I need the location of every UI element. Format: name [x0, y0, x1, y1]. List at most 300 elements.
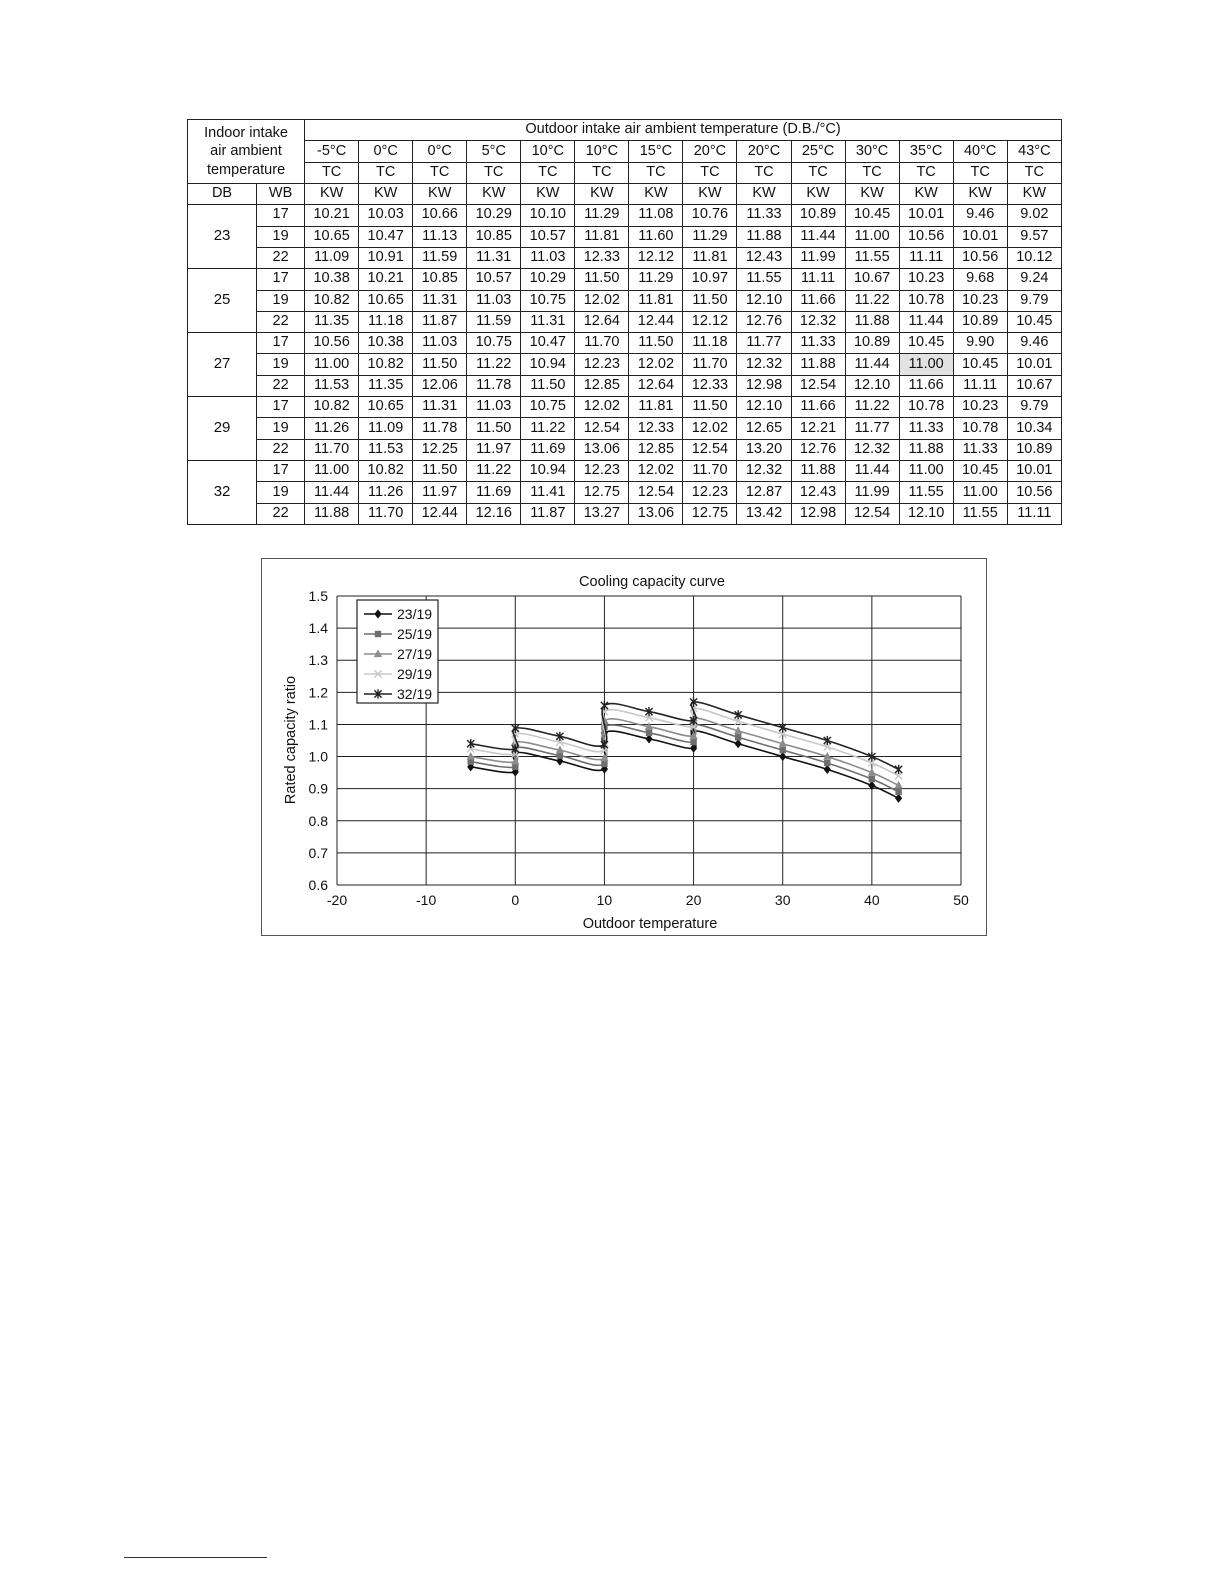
capacity-value: 12.87 [737, 482, 791, 503]
capacity-value: 10.56 [953, 247, 1007, 268]
y-tick-label: 0.7 [308, 844, 328, 861]
capacity-value: 11.11 [953, 375, 1007, 396]
capacity-value: 11.44 [791, 226, 845, 247]
capacity-value: 11.00 [845, 226, 899, 247]
tc-label: TC [521, 162, 575, 183]
capacity-value: 10.67 [845, 269, 899, 290]
capacity-value: 11.70 [683, 354, 737, 375]
y-tick-label: 0.6 [308, 877, 328, 893]
capacity-value: 13.06 [629, 503, 683, 524]
indoor-header-line-2: air ambient [210, 143, 282, 160]
capacity-value: 10.66 [413, 205, 467, 226]
capacity-value: 12.43 [791, 482, 845, 503]
capacity-value: 12.25 [413, 439, 467, 460]
legend-label: 23/19 [397, 606, 433, 622]
capacity-value: 11.00 [305, 354, 359, 375]
tc-label: TC [305, 162, 359, 183]
wb-value: 19 [257, 354, 305, 375]
capacity-value: 11.69 [467, 482, 521, 503]
capacity-value: 11.50 [629, 333, 683, 354]
capacity-value: 10.67 [1007, 375, 1061, 396]
capacity-value: 12.43 [737, 247, 791, 268]
x-tick-label: 0 [511, 892, 520, 908]
capacity-value: 12.75 [683, 503, 737, 524]
capacity-value: 10.56 [305, 333, 359, 354]
capacity-value: 10.01 [899, 205, 953, 226]
capacity-value: 12.54 [683, 439, 737, 460]
capacity-value: 10.89 [791, 205, 845, 226]
data-point [557, 752, 563, 758]
outdoor-temp-6: 15°C [629, 141, 683, 162]
kw-label: KW [953, 183, 1007, 204]
capacity-value: 12.85 [629, 439, 683, 460]
capacity-value: 10.45 [953, 354, 1007, 375]
capacity-value: 11.33 [737, 205, 791, 226]
data-point [646, 730, 652, 736]
capacity-value: 11.00 [305, 461, 359, 482]
capacity-value: 12.44 [629, 311, 683, 332]
indoor-header-line-3: temperature [206, 161, 286, 178]
capacity-value: 11.87 [413, 311, 467, 332]
kw-label: KW [467, 183, 521, 204]
capacity-value: 11.35 [359, 375, 413, 396]
capacity-value: 12.21 [791, 418, 845, 439]
kw-label: KW [413, 183, 467, 204]
table-row [188, 375, 1062, 396]
outdoor-temp-13: 43°C [1007, 141, 1061, 162]
capacity-value: 9.46 [1007, 333, 1061, 354]
wb-value: 17 [257, 461, 305, 482]
wb-value: 19 [257, 418, 305, 439]
capacity-value: 11.99 [791, 247, 845, 268]
outdoor-temp-11: 35°C [899, 141, 953, 162]
capacity-value: 10.29 [521, 269, 575, 290]
capacity-value: 12.10 [737, 397, 791, 418]
capacity-value: 11.78 [413, 418, 467, 439]
data-point [601, 701, 608, 710]
capacity-value: 9.46 [953, 205, 1007, 226]
tc-label: TC [737, 162, 791, 183]
capacity-value: 11.70 [575, 333, 629, 354]
tc-label: TC [629, 162, 683, 183]
data-point [735, 739, 742, 748]
capacity-value: 12.54 [845, 503, 899, 524]
capacity-value: 10.57 [521, 226, 575, 247]
wb-value: 17 [257, 205, 305, 226]
data-point [824, 765, 831, 774]
indoor-temperature-header [188, 120, 305, 184]
capacity-value: 10.85 [413, 269, 467, 290]
chart-title: Cooling capacity curve [579, 574, 725, 590]
capacity-value: 12.76 [737, 311, 791, 332]
series-line-27-19 [471, 718, 899, 785]
table-row [188, 311, 1062, 332]
capacity-value: 11.08 [629, 205, 683, 226]
capacity-value: 11.22 [467, 354, 521, 375]
outdoor-temp-2: 0°C [413, 141, 467, 162]
capacity-value: 10.82 [359, 354, 413, 375]
capacity-value: 10.01 [1007, 354, 1061, 375]
capacity-value: 12.54 [575, 418, 629, 439]
capacity-value: 11.11 [791, 269, 845, 290]
tc-label: TC [359, 162, 413, 183]
tc-label: TC [845, 162, 899, 183]
x-tick-label: 10 [596, 892, 613, 908]
data-point [690, 739, 696, 745]
kw-label: KW [899, 183, 953, 204]
capacity-value: 10.21 [305, 205, 359, 226]
capacity-value: 12.33 [575, 247, 629, 268]
capacity-value: 12.32 [845, 439, 899, 460]
capacity-value: 10.34 [1007, 418, 1061, 439]
capacity-value: 11.31 [413, 290, 467, 311]
capacity-value: 10.29 [467, 205, 521, 226]
capacity-value: 12.33 [683, 375, 737, 396]
capacity-value: 11.50 [521, 375, 575, 396]
capacity-value: 12.02 [575, 397, 629, 418]
capacity-value: 11.69 [521, 439, 575, 460]
capacity-value: 12.64 [575, 311, 629, 332]
capacity-value: 11.11 [899, 247, 953, 268]
outdoor-temp-0: -5°C [305, 141, 359, 162]
table-row [188, 397, 1062, 418]
chart-canvas [262, 559, 986, 935]
capacity-value: 9.90 [953, 333, 1007, 354]
capacity-value: 11.33 [791, 333, 845, 354]
capacity-value: 10.57 [467, 269, 521, 290]
capacity-value: 11.99 [845, 482, 899, 503]
capacity-value: 11.29 [575, 205, 629, 226]
capacity-value: 10.21 [359, 269, 413, 290]
capacity-value: 10.23 [953, 397, 1007, 418]
legend-label: 25/19 [397, 626, 433, 642]
capacity-value: 11.87 [521, 503, 575, 524]
wb-value: 17 [257, 397, 305, 418]
capacity-value: 10.78 [953, 418, 1007, 439]
y-tick-label: 0.8 [308, 812, 328, 829]
wb-value: 22 [257, 503, 305, 524]
data-point [467, 752, 475, 760]
capacity-value: 12.64 [629, 375, 683, 396]
capacity-value: 10.01 [1007, 461, 1061, 482]
outdoor-temp-3: 5°C [467, 141, 521, 162]
capacity-value: 11.66 [791, 290, 845, 311]
table-row [188, 226, 1062, 247]
outdoor-temp-7: 20°C [683, 141, 737, 162]
outdoor-temp-4: 10°C [521, 141, 575, 162]
capacity-value: 10.12 [1007, 247, 1061, 268]
capacity-value: 11.55 [845, 247, 899, 268]
capacity-value: 10.45 [899, 333, 953, 354]
data-point [895, 765, 902, 774]
capacity-value: 13.20 [737, 439, 791, 460]
capacity-value: 12.10 [899, 503, 953, 524]
capacity-value: 11.70 [683, 461, 737, 482]
legend-marker [375, 631, 381, 637]
capacity-value: 10.45 [953, 461, 1007, 482]
capacity-value: 10.82 [305, 397, 359, 418]
tc-label: TC [791, 162, 845, 183]
capacity-value: 11.03 [413, 333, 467, 354]
capacity-value: 11.53 [305, 375, 359, 396]
table-row [188, 333, 1062, 354]
legend-label: 27/19 [397, 646, 433, 662]
capacity-value: 10.47 [359, 226, 413, 247]
capacity-value: 11.50 [683, 290, 737, 311]
table-row [188, 482, 1062, 503]
y-tick-label: 1.2 [308, 684, 328, 701]
capacity-value: 11.88 [305, 503, 359, 524]
table-row [188, 503, 1062, 524]
capacity-value: 10.75 [467, 333, 521, 354]
capacity-value: 12.16 [467, 503, 521, 524]
capacity-value: 11.22 [467, 461, 521, 482]
data-point [869, 776, 875, 782]
capacity-value: 11.50 [467, 418, 521, 439]
capacity-value: 10.89 [845, 333, 899, 354]
capacity-value: 11.77 [737, 333, 791, 354]
y-tick-label: 1.1 [308, 716, 328, 733]
capacity-value: 12.23 [575, 354, 629, 375]
wb-value: 17 [257, 269, 305, 290]
outdoor-temperature-header: Outdoor intake air ambient temperature (D.B./°C) [305, 120, 1062, 141]
kw-label: KW [575, 183, 629, 204]
db-value: 25 [188, 269, 257, 333]
capacity-value: 10.78 [899, 397, 953, 418]
capacity-value: 12.44 [413, 503, 467, 524]
capacity-value: 11.44 [845, 354, 899, 375]
wb-value: 22 [257, 375, 305, 396]
capacity-value: 11.50 [575, 269, 629, 290]
capacity-value: 11.50 [413, 461, 467, 482]
capacity-value: 11.33 [953, 439, 1007, 460]
tc-label: TC [683, 162, 737, 183]
capacity-value: 9.79 [1007, 290, 1061, 311]
capacity-value: 12.10 [845, 375, 899, 396]
capacity-value: 10.89 [953, 311, 1007, 332]
capacity-value: 11.03 [467, 290, 521, 311]
capacity-value: 12.54 [791, 375, 845, 396]
capacity-value: 10.23 [899, 269, 953, 290]
capacity-value: 12.32 [737, 461, 791, 482]
capacity-value: 10.23 [953, 290, 1007, 311]
x-tick-label: 40 [864, 892, 880, 908]
capacity-value: 10.38 [359, 333, 413, 354]
capacity-table [187, 119, 1062, 525]
capacity-value: 12.23 [575, 461, 629, 482]
capacity-value: 10.10 [521, 205, 575, 226]
wb-value: 22 [257, 311, 305, 332]
capacity-value: 12.85 [575, 375, 629, 396]
cooling-capacity-chart [261, 558, 987, 936]
capacity-value: 11.81 [629, 397, 683, 418]
capacity-value: 11.53 [359, 439, 413, 460]
data-point [824, 760, 830, 766]
capacity-value: 11.44 [305, 482, 359, 503]
capacity-value: 10.94 [521, 354, 575, 375]
capacity-value: 11.88 [791, 461, 845, 482]
db-value: 23 [188, 205, 257, 269]
capacity-value: 11.09 [359, 418, 413, 439]
capacity-value: 11.59 [413, 247, 467, 268]
capacity-value: 10.82 [359, 461, 413, 482]
x-tick-label: -10 [416, 892, 437, 908]
kw-label: KW [521, 183, 575, 204]
footnote-separator [124, 1557, 267, 1558]
y-tick-label: 1.0 [308, 748, 328, 765]
capacity-value: 12.23 [683, 482, 737, 503]
data-point [780, 747, 786, 753]
capacity-value: 10.78 [899, 290, 953, 311]
outdoor-temp-8: 20°C [737, 141, 791, 162]
wb-value: 22 [257, 439, 305, 460]
capacity-value: 11.03 [467, 397, 521, 418]
capacity-value: 11.70 [305, 439, 359, 460]
capacity-value: 11.31 [467, 247, 521, 268]
capacity-value: 12.65 [737, 418, 791, 439]
kw-label: KW [359, 183, 413, 204]
capacity-value: 12.02 [629, 461, 683, 482]
x-tick-label: 50 [953, 892, 969, 908]
capacity-value: 12.06 [413, 375, 467, 396]
capacity-value: 11.00 [953, 482, 1007, 503]
data-point [779, 752, 786, 761]
capacity-value: 10.91 [359, 247, 413, 268]
tc-label: TC [1007, 162, 1061, 183]
capacity-value: 11.60 [629, 226, 683, 247]
wb-value: 19 [257, 482, 305, 503]
tc-label: TC [899, 162, 953, 183]
capacity-value: 11.88 [845, 311, 899, 332]
capacity-value: 11.66 [899, 375, 953, 396]
db-value: 32 [188, 461, 257, 525]
outdoor-temp-10: 30°C [845, 141, 899, 162]
capacity-value: 10.97 [683, 269, 737, 290]
tc-label: TC [953, 162, 1007, 183]
capacity-value: 11.22 [521, 418, 575, 439]
capacity-value: 13.42 [737, 503, 791, 524]
capacity-value: 11.55 [737, 269, 791, 290]
wb-value: 19 [257, 290, 305, 311]
capacity-value: 11.41 [521, 482, 575, 503]
capacity-value: 10.01 [953, 226, 1007, 247]
capacity-value: 12.12 [629, 247, 683, 268]
capacity-value: 11.66 [791, 397, 845, 418]
capacity-value: 10.76 [683, 205, 737, 226]
capacity-value: 12.32 [791, 311, 845, 332]
capacity-value: 12.98 [791, 503, 845, 524]
table-row [188, 354, 1062, 375]
capacity-value: 11.00 [899, 354, 953, 375]
capacity-value: 10.38 [305, 269, 359, 290]
data-point [895, 789, 901, 795]
capacity-value: 11.81 [629, 290, 683, 311]
db-header: DB [188, 183, 257, 204]
capacity-value: 9.79 [1007, 397, 1061, 418]
capacity-value: 12.02 [683, 418, 737, 439]
db-value: 29 [188, 397, 257, 461]
capacity-value: 10.45 [1007, 311, 1061, 332]
capacity-value: 11.55 [953, 503, 1007, 524]
tc-label: TC [413, 162, 467, 183]
capacity-value: 10.94 [521, 461, 575, 482]
wb-value: 19 [257, 226, 305, 247]
capacity-value: 11.11 [1007, 503, 1061, 524]
capacity-value: 10.56 [899, 226, 953, 247]
capacity-value: 11.09 [305, 247, 359, 268]
capacity-value: 12.98 [737, 375, 791, 396]
capacity-value: 11.03 [521, 247, 575, 268]
capacity-value: 11.00 [899, 461, 953, 482]
wb-value: 22 [257, 247, 305, 268]
table-row [188, 418, 1062, 439]
data-point [601, 761, 607, 767]
capacity-value: 9.68 [953, 269, 1007, 290]
kw-label: KW [791, 183, 845, 204]
capacity-value: 11.97 [413, 482, 467, 503]
y-tick-label: 1.5 [308, 588, 328, 604]
tc-label: TC [467, 162, 521, 183]
capacity-value: 9.57 [1007, 226, 1061, 247]
capacity-value: 11.29 [629, 269, 683, 290]
capacity-value: 11.55 [899, 482, 953, 503]
capacity-value: 12.33 [629, 418, 683, 439]
kw-label: KW [305, 183, 359, 204]
outdoor-temp-5: 10°C [575, 141, 629, 162]
capacity-value: 11.26 [305, 418, 359, 439]
capacity-value: 11.70 [359, 503, 413, 524]
capacity-value: 11.33 [899, 418, 953, 439]
kw-label: KW [737, 183, 791, 204]
table-row [188, 247, 1062, 268]
capacity-value: 13.06 [575, 439, 629, 460]
kw-label: KW [845, 183, 899, 204]
legend-label: 32/19 [397, 686, 433, 702]
capacity-value: 11.35 [305, 311, 359, 332]
x-axis-title: Outdoor temperature [582, 916, 718, 932]
x-tick-label: 30 [774, 892, 791, 908]
capacity-value: 12.54 [629, 482, 683, 503]
capacity-value: 12.76 [791, 439, 845, 460]
capacity-value: 10.65 [359, 397, 413, 418]
capacity-value: 11.18 [683, 333, 737, 354]
capacity-value: 11.44 [899, 311, 953, 332]
capacity-value: 10.45 [845, 205, 899, 226]
y-tick-label: 0.9 [308, 780, 328, 797]
capacity-value: 11.88 [737, 226, 791, 247]
indoor-header-line-1: Indoor intake [204, 125, 288, 142]
capacity-value: 12.02 [629, 354, 683, 375]
table-row [188, 205, 1062, 226]
capacity-value: 10.82 [305, 290, 359, 311]
wb-header: WB [257, 183, 305, 204]
capacity-value: 10.89 [1007, 439, 1061, 460]
capacity-value: 11.81 [575, 226, 629, 247]
capacity-value: 10.65 [305, 226, 359, 247]
outdoor-temp-1: 0°C [359, 141, 413, 162]
capacity-value: 13.27 [575, 503, 629, 524]
capacity-value: 11.29 [683, 226, 737, 247]
capacity-value: 11.50 [683, 397, 737, 418]
capacity-value: 11.13 [413, 226, 467, 247]
db-value: 27 [188, 333, 257, 397]
kw-label: KW [683, 183, 737, 204]
legend-label: 29/19 [397, 666, 433, 682]
capacity-value: 11.88 [899, 439, 953, 460]
capacity-value: 12.75 [575, 482, 629, 503]
capacity-value: 12.10 [737, 290, 791, 311]
table-row [188, 439, 1062, 460]
